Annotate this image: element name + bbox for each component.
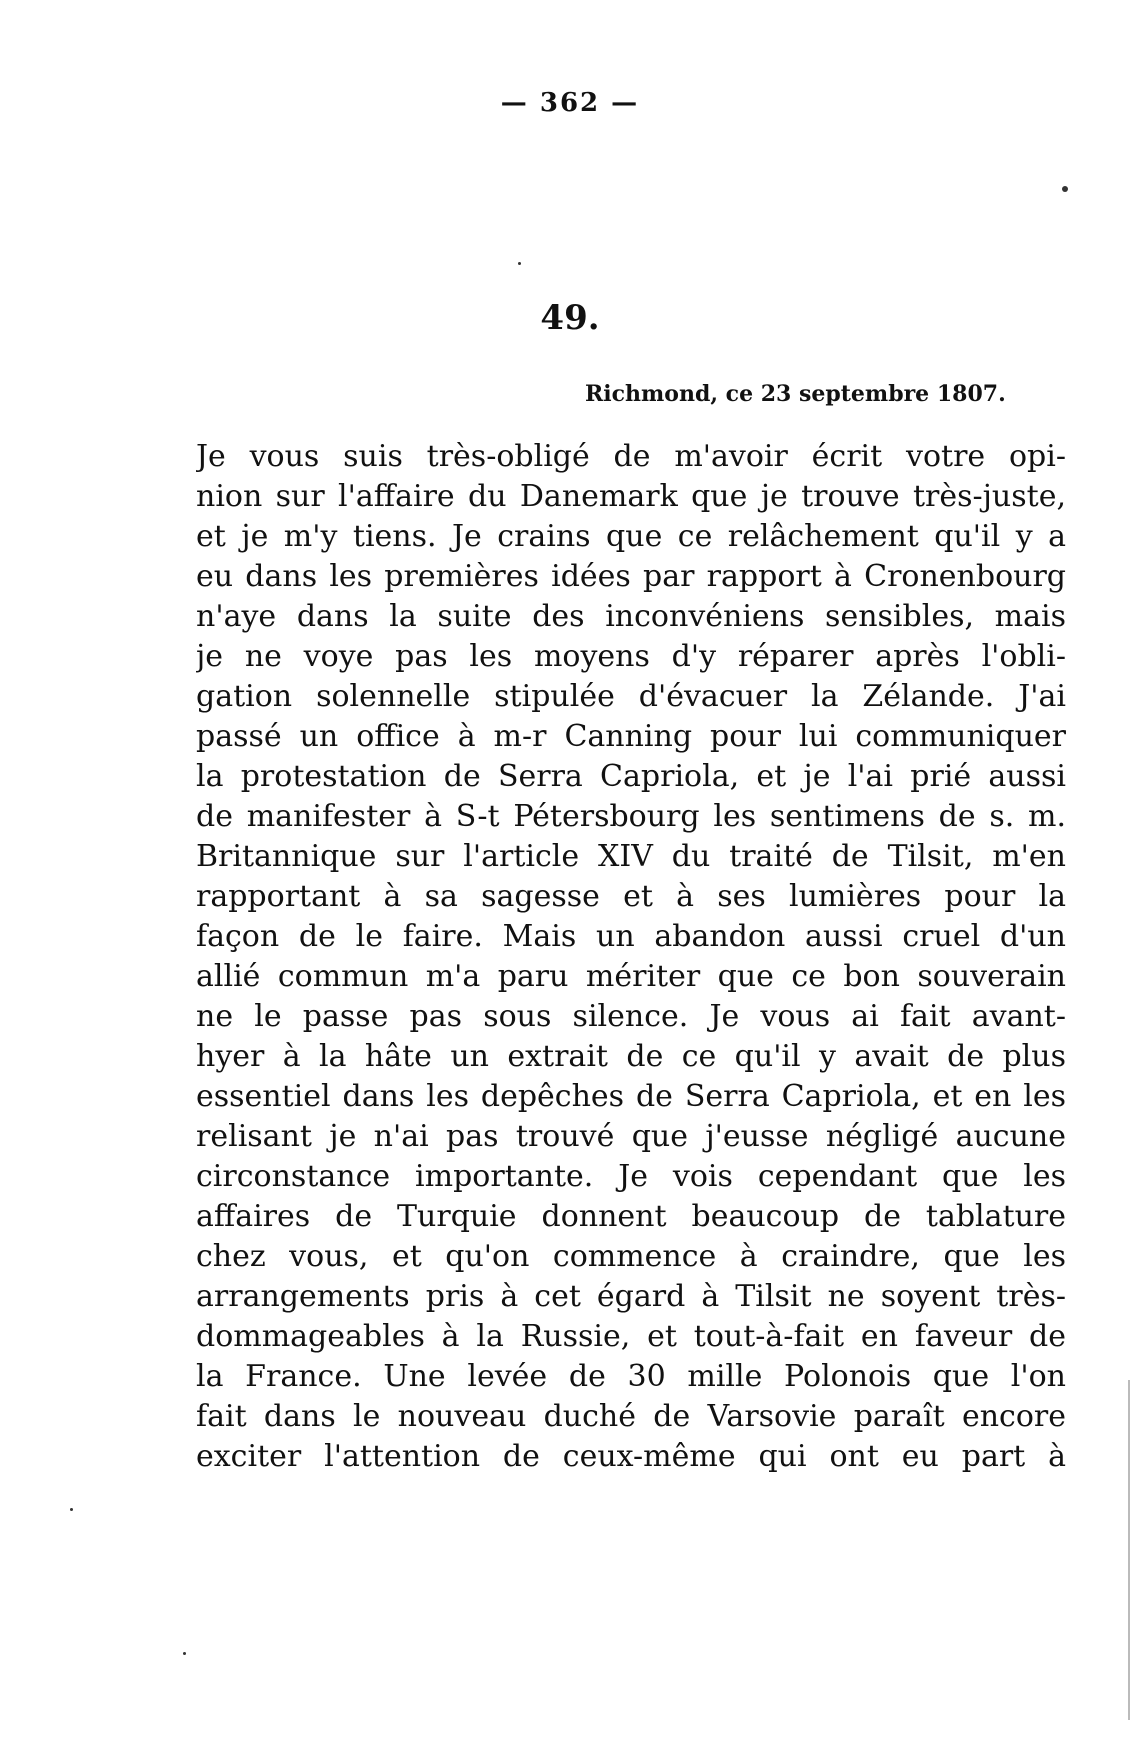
page-number: — 362 — xyxy=(500,88,640,118)
text-line: exciter l'attention de ceux-même qui ont eu part à xyxy=(196,1439,1066,1474)
text-line: allié commun m'a paru mériter que ce bon souverain xyxy=(196,959,1066,994)
letter-number: 49. xyxy=(540,298,600,338)
scan-speck xyxy=(1062,186,1068,192)
text-line: Britannique sur l'article XIV du traité de Tilsit, m'en xyxy=(196,839,1066,874)
text-line: dommageables à la Russie, et tout-à-fait en faveur de xyxy=(196,1319,1066,1354)
dateline: Richmond, ce 23 septembre 1807. xyxy=(585,381,1006,407)
text-line: essentiel dans les depêches de Serra Capriola, et en les xyxy=(196,1079,1066,1114)
text-line: chez vous, et qu'on commence à craindre, que les xyxy=(196,1239,1066,1274)
text-line: la protestation de Serra Capriola, et je l'ai prié aussi xyxy=(196,759,1066,794)
text-line: ne le passe pas sous silence. Je vous ai fait avant- xyxy=(196,999,1066,1034)
text-line: Je vous suis très-obligé de m'avoir écrit votre opi- xyxy=(196,439,1066,474)
text-line: n'aye dans la suite des inconvéniens sensibles, mais xyxy=(196,599,1066,634)
text-line: façon de le faire. Mais un abandon aussi cruel d'un xyxy=(196,919,1066,954)
text-line: rapportant à sa sagesse et à ses lumières pour la xyxy=(196,879,1066,914)
text-line: nion sur l'affaire du Danemark que je trouve très-juste, xyxy=(196,479,1066,514)
letter-body xyxy=(196,437,1066,1477)
text-line: circonstance importante. Je vois cependant que les xyxy=(196,1159,1066,1194)
text-line: fait dans le nouveau duché de Varsovie paraît encore xyxy=(196,1399,1066,1434)
text-line: gation solennelle stipulée d'évacuer la Zélande. J'ai xyxy=(196,679,1066,714)
text-line: de manifester à S-t Pétersbourg les sentimens de s. m. xyxy=(196,799,1066,834)
text-line: la France. Une levée de 30 mille Polonois que l'on xyxy=(196,1359,1066,1394)
scan-speck xyxy=(183,1652,186,1655)
scan-speck xyxy=(70,1508,73,1511)
scan-speck xyxy=(518,262,521,265)
text-line: et je m'y tiens. Je crains que ce relâchement qu'il y a xyxy=(196,519,1066,554)
scan-edge-shadow xyxy=(1128,1380,1130,1720)
text-line: passé un office à m-r Canning pour lui communiquer xyxy=(196,719,1066,754)
text-line: eu dans les premières idées par rapport à Cronenbourg xyxy=(196,559,1066,594)
text-line: je ne voye pas les moyens d'y réparer après l'obli- xyxy=(196,639,1066,674)
text-line: affaires de Turquie donnent beaucoup de tablature xyxy=(196,1199,1066,1234)
text-line: arrangements pris à cet égard à Tilsit ne soyent très- xyxy=(196,1279,1066,1314)
text-line: relisant je n'ai pas trouvé que j'eusse négligé aucune xyxy=(196,1119,1066,1154)
text-line: hyer à la hâte un extrait de ce qu'il y avait de plus xyxy=(196,1039,1066,1074)
